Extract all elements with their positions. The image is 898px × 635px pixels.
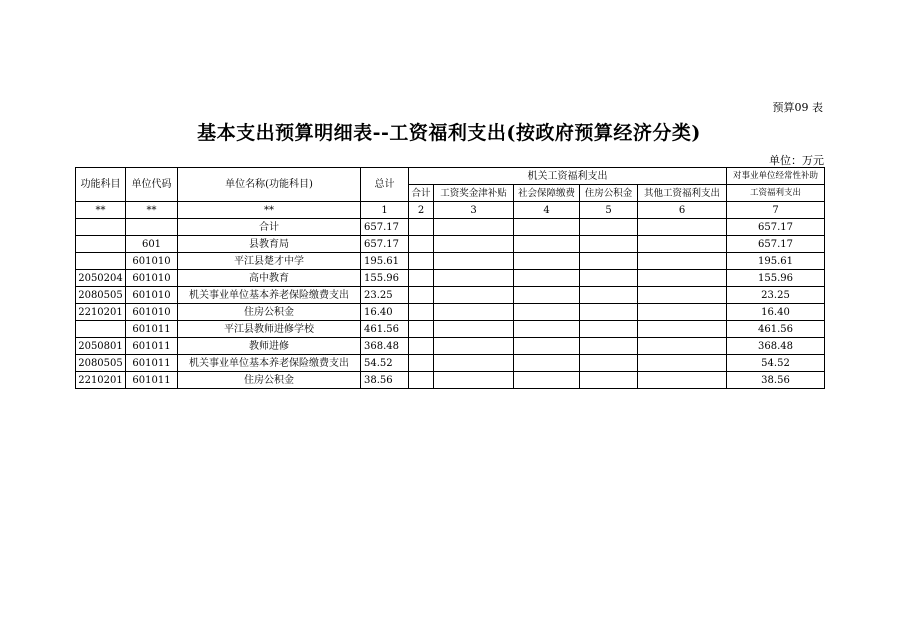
total-cell: 38.56	[361, 372, 409, 389]
form-code: 预算09 表	[772, 101, 823, 114]
header-total: 总计	[361, 168, 409, 202]
unit-code-cell: 601011	[126, 372, 178, 389]
unit-code-cell: 601010	[126, 270, 178, 287]
header-sub-subsidy-wage: 工资福利支出	[727, 185, 825, 202]
index-row	[76, 202, 825, 219]
unit-code-cell: 601010	[126, 253, 178, 270]
index-cell: **	[76, 202, 126, 219]
unit-label: 单位：万元	[769, 154, 824, 167]
index-cell: 1	[361, 202, 409, 219]
table-row	[76, 304, 825, 321]
index-cell: 3	[434, 202, 514, 219]
index-cell: **	[178, 202, 361, 219]
subsidy-cell: 195.61	[727, 253, 825, 270]
func-subject-cell	[76, 253, 126, 270]
index-cell: 6	[638, 202, 727, 219]
table-row	[76, 321, 825, 338]
header-sub-housing: 住房公积金	[580, 185, 638, 202]
unit-name-cell: 机关事业单位基本养老保险缴费支出	[178, 287, 361, 304]
total-cell: 54.52	[361, 355, 409, 372]
total-cell: 155.96	[361, 270, 409, 287]
total-cell: 657.17	[361, 236, 409, 253]
subsidy-cell: 23.25	[727, 287, 825, 304]
table-row	[76, 270, 825, 287]
unit-code-cell: 601011	[126, 338, 178, 355]
header-sub-social: 社会保障缴费	[514, 185, 580, 202]
subsidy-cell: 461.56	[727, 321, 825, 338]
page-title: 基本支出预算明细表--工资福利支出(按政府预算经济分类)	[197, 122, 701, 144]
table-row	[76, 287, 825, 304]
subsidy-cell: 657.17	[727, 236, 825, 253]
func-subject-cell	[76, 236, 126, 253]
unit-code-cell: 601011	[126, 321, 178, 338]
unit-code-cell	[126, 219, 178, 236]
unit-name-cell: 高中教育	[178, 270, 361, 287]
unit-code-cell: 601010	[126, 304, 178, 321]
header-unit-name: 单位名称(功能科目)	[178, 168, 361, 202]
unit-name-cell: 合计	[178, 219, 361, 236]
unit-name-cell: 教师进修	[178, 338, 361, 355]
total-cell: 461.56	[361, 321, 409, 338]
subsidy-cell: 38.56	[727, 372, 825, 389]
header-sub-other: 其他工资福利支出	[638, 185, 727, 202]
func-subject-cell: 2210201	[76, 304, 126, 321]
total-cell: 368.48	[361, 338, 409, 355]
table-row	[76, 355, 825, 372]
header-sub-total: 合计	[409, 185, 434, 202]
subsidy-cell: 368.48	[727, 338, 825, 355]
header-group-agency: 机关工资福利支出	[409, 168, 727, 185]
header-func-subject: 功能科目	[76, 168, 126, 202]
index-cell: **	[126, 202, 178, 219]
func-subject-cell	[76, 219, 126, 236]
unit-name-cell: 住房公积金	[178, 304, 361, 321]
table-row	[76, 338, 825, 355]
func-subject-cell: 2050801	[76, 338, 126, 355]
func-subject-cell	[76, 321, 126, 338]
subsidy-cell: 54.52	[727, 355, 825, 372]
func-subject-cell: 2050204	[76, 270, 126, 287]
index-cell: 5	[580, 202, 638, 219]
index-cell: 7	[727, 202, 825, 219]
total-cell: 23.25	[361, 287, 409, 304]
unit-name-cell: 住房公积金	[178, 372, 361, 389]
unit-code-cell: 601	[126, 236, 178, 253]
header-row-1	[76, 168, 825, 185]
unit-code-cell: 601011	[126, 355, 178, 372]
unit-code-cell: 601010	[126, 287, 178, 304]
table-row	[76, 219, 825, 236]
func-subject-cell: 2080505	[76, 287, 126, 304]
subsidy-cell: 657.17	[727, 219, 825, 236]
budget-table	[75, 167, 825, 389]
header-sub-wage: 工资奖金津补贴	[434, 185, 514, 202]
unit-name-cell: 平江县教师进修学校	[178, 321, 361, 338]
subsidy-cell: 155.96	[727, 270, 825, 287]
table-row	[76, 236, 825, 253]
header-unit-code: 单位代码	[126, 168, 178, 202]
table-row	[76, 372, 825, 389]
total-cell: 657.17	[361, 219, 409, 236]
unit-name-cell: 机关事业单位基本养老保险缴费支出	[178, 355, 361, 372]
total-cell: 16.40	[361, 304, 409, 321]
total-cell: 195.61	[361, 253, 409, 270]
func-subject-cell: 2210201	[76, 372, 126, 389]
unit-name-cell: 县教育局	[178, 236, 361, 253]
table-row	[76, 253, 825, 270]
subsidy-cell: 16.40	[727, 304, 825, 321]
unit-name-cell: 平江县楚才中学	[178, 253, 361, 270]
header-group-subsidy: 对事业单位经常性补助	[727, 168, 825, 185]
index-cell: 4	[514, 202, 580, 219]
func-subject-cell: 2080505	[76, 355, 126, 372]
index-cell: 2	[409, 202, 434, 219]
